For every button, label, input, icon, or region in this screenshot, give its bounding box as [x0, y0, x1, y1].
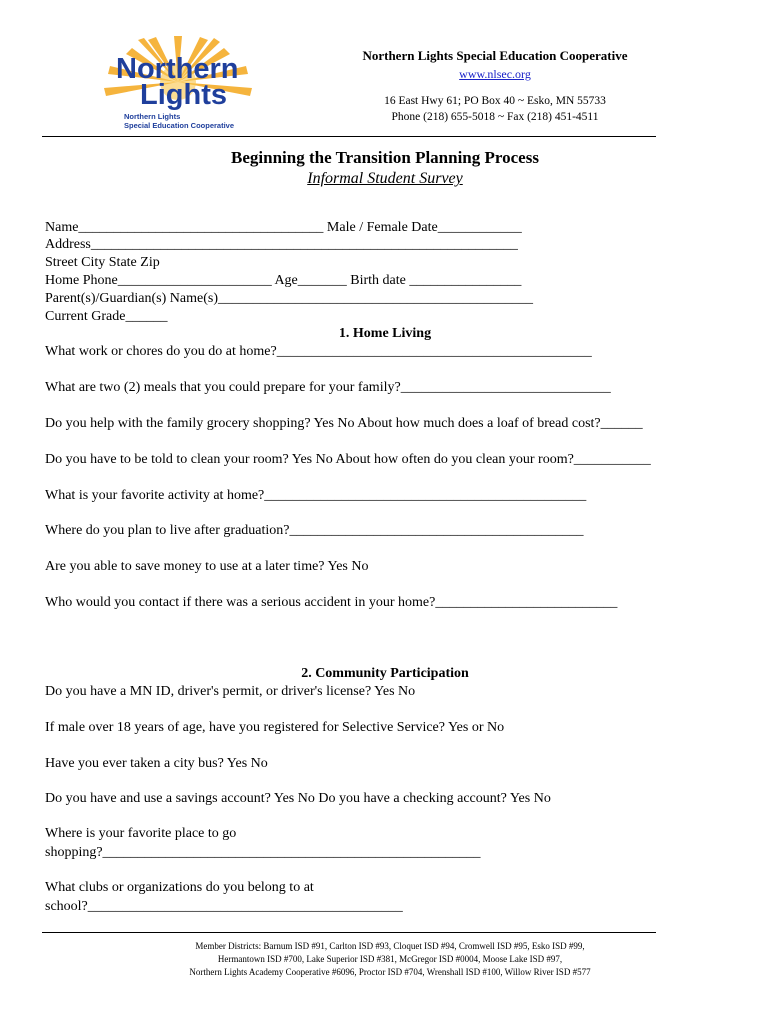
footer-divider	[42, 932, 656, 933]
question-clubs: What clubs or organizations do you belong to at	[45, 880, 314, 895]
footer-districts-line-1: Member Districts: Barnum ISD #91, Carlton ISD #93, Cloquet ISD #94, Cromwell ISD #95, Esko ISD #99,	[195, 941, 585, 951]
svg-text:Northern: Northern	[116, 53, 239, 85]
address-field-line[interactable]: Address_____________________________________________________________	[45, 237, 518, 252]
name-field-line[interactable]: Name___________________________________ Male / Female Date____________	[45, 220, 522, 235]
svg-text:Lights: Lights	[140, 79, 227, 111]
page-subtitle: Informal Student Survey	[307, 170, 463, 187]
question-clubs-answer[interactable]: school?_____________________________________________	[45, 899, 403, 914]
question-city-bus[interactable]: Have you ever taken a city bus? Yes No	[45, 756, 268, 771]
northern-lights-logo	[78, 34, 278, 134]
page-title: Beginning the Transition Planning Process	[231, 148, 539, 167]
address-line: 16 East Hwy 61; PO Box 40 ~ Esko, MN 55733	[384, 95, 606, 107]
footer-districts-line-2: Hermantown ISD #700, Lake Superior ISD #381, McGregor ISD #0004, Moose Lake ISD #97,	[217, 954, 563, 964]
question-live-after-graduation[interactable]: Where do you plan to live after graduation?__________________________________________	[45, 523, 584, 538]
question-favorite-activity[interactable]: What is your favorite activity at home?______________________________________________	[45, 488, 587, 503]
svg-text:Northern Lights: Northern Lights	[124, 112, 181, 121]
question-shopping-place: Where is your favorite place to go	[45, 826, 237, 841]
parents-field-line[interactable]: Parent(s)/Guardian(s) Name(s)_____________________________________________	[45, 291, 533, 306]
street-city-state-zip-label: Street City State Zip	[45, 255, 160, 270]
current-grade-field-line[interactable]: Current Grade______	[45, 309, 168, 324]
question-shopping-place-answer[interactable]: shopping?______________________________________________________	[45, 845, 481, 860]
section-home-living-heading: 1. Home Living	[338, 326, 432, 341]
question-chores[interactable]: What work or chores do you do at home?_____________________________________________	[45, 344, 592, 359]
phone-line: Phone (218) 655-5018 ~ Fax (218) 451-4511	[391, 111, 599, 123]
organization-name: Northern Lights Special Education Cooperative	[362, 48, 628, 63]
sun-burst-icon	[78, 34, 278, 134]
question-save-money[interactable]: Are you able to save money to use at a later time? Yes No	[45, 559, 369, 574]
question-emergency-contact[interactable]: Who would you contact if there was a serious accident in your home?__________________________	[45, 595, 618, 610]
footer-districts-line-3: Northern Lights Academy Cooperative #6096, Proctor ISD #704, Wrenshall ISD #100, Willow River ISD #577	[189, 967, 591, 977]
question-bank-accounts[interactable]: Do you have and use a savings account? Yes No Do you have a checking account? Yes No	[45, 791, 551, 806]
header-divider	[42, 136, 656, 137]
home-phone-field-line[interactable]: Home Phone______________________ Age_______ Birth date ________________	[45, 273, 522, 288]
question-grocery[interactable]: Do you help with the family grocery shopping? Yes No About how much does a loaf of bread cost?______	[45, 416, 643, 431]
question-selective-service[interactable]: If male over 18 years of age, have you registered for Selective Service? Yes or No	[45, 720, 505, 735]
svg-text:Special Education Cooperative: Special Education Cooperative	[124, 121, 235, 130]
question-mn-id[interactable]: Do you have a MN ID, driver's permit, or driver's license? Yes No	[45, 684, 416, 699]
question-meals[interactable]: What are two (2) meals that you could prepare for your family?______________________________	[45, 380, 611, 395]
section-community-heading: 2. Community Participation	[301, 666, 469, 681]
website-link[interactable]: www.nlsec.org	[459, 67, 531, 81]
question-clean-room[interactable]: Do you have to be told to clean your room? Yes No About how often do you clean your room?___________	[45, 452, 651, 467]
